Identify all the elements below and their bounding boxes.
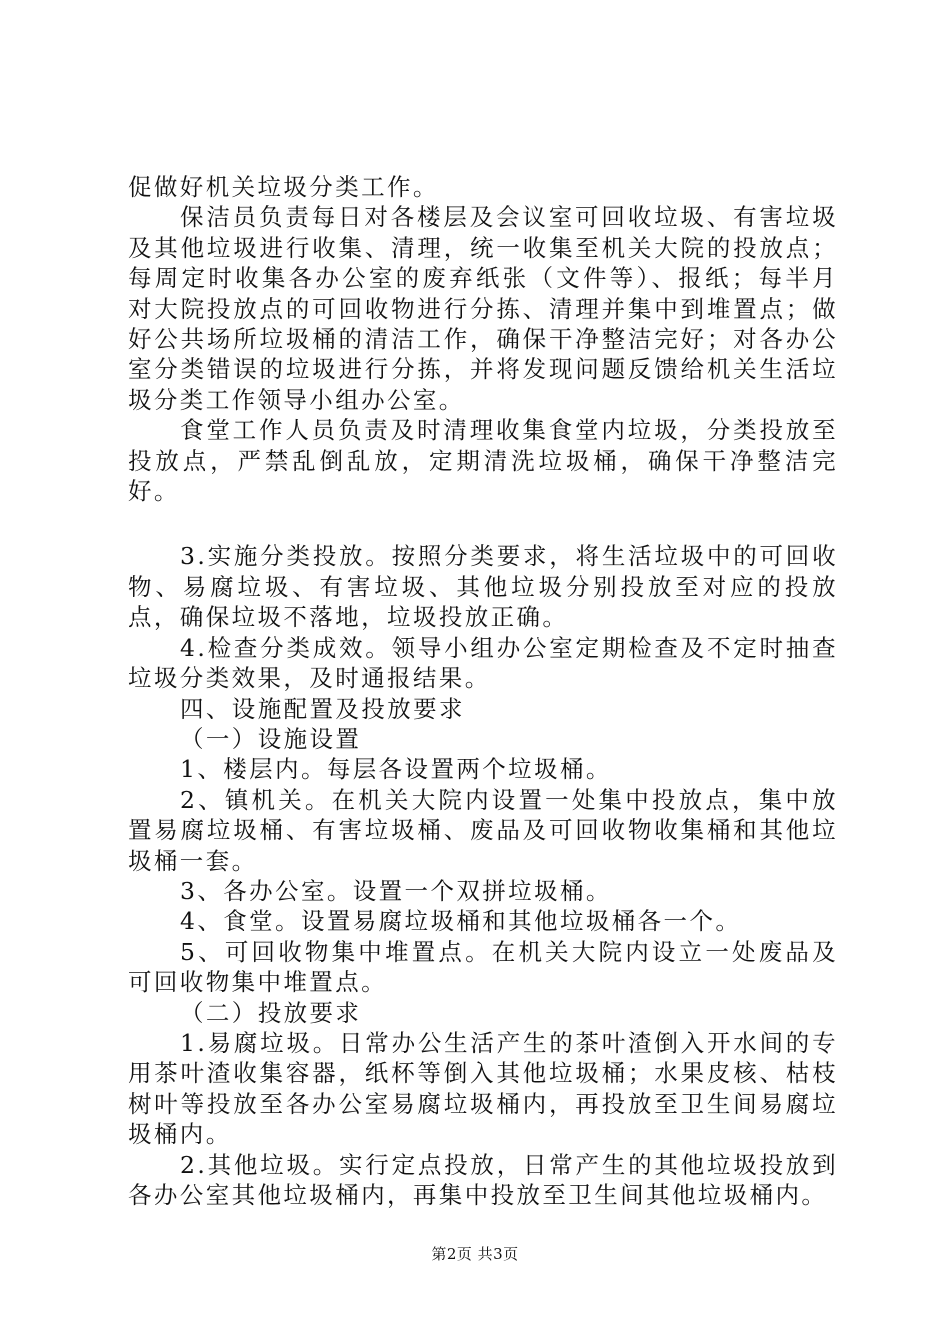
paragraph-cleaning-staff: 保洁员负责每日对各楼层及会议室可回收垃圾、有害垃圾及其他垃圾进行收集、清理，统一收集至机关大院的投放点；每周定时收集各办公室的废弃纸张（文件等）、报纸；每半月对大院投放点的可回收物进行分拣、清理并集中到堆置点；做好公共场所垃圾桶的清洁工作，确保干净整洁完好；对各办公室分类错误的垃圾进行分拣，并将发现问题反馈给机关生活垃圾分类工作领导小组办公室。: [128, 203, 838, 414]
subsection-heading-requirements: （二）投放要求: [180, 998, 362, 1027]
page-number-footer: 第2页 共3页: [431, 1245, 519, 1263]
paragraph-sorted-disposal: 3.实施分类投放。按照分类要求，将生活垃圾中的可回收物、易腐垃圾、有害垃圾、其他垃圾分别投放至对应的投放点，确保垃圾不落地，垃圾投放正确。: [128, 542, 838, 632]
document-body: [128, 172, 838, 1210]
paragraph-canteen-staff: 食堂工作人员负责及时清理收集食堂内垃圾，分类投放至投放点，严禁乱倒乱放，定期清洗垃圾桶，确保干净整洁完好。: [128, 416, 838, 506]
list-item-offices: 3、各办公室。设置一个双拼垃圾桶。: [180, 876, 612, 905]
list-item-perishable-waste: 1.易腐垃圾。日常办公生活产生的茶叶渣倒入开水间的专用茶叶渣收集容器，纸杯等倒入其他垃圾桶；水果皮核、枯枝树叶等投放至各办公室易腐垃圾桶内，再投放至卫生间易腐垃圾桶内。: [128, 1028, 838, 1149]
list-item-canteen: 4、食堂。设置易腐垃圾桶和其他垃圾桶各一个。: [180, 907, 742, 936]
subsection-heading-setup: （一）设施设置: [180, 724, 362, 753]
list-item-town-office: 2、镇机关。在机关大院内设置一处集中投放点，集中放置易腐垃圾桶、有害垃圾桶、废品及可回收物收集桶和其他垃圾桶一套。: [128, 785, 838, 875]
section-heading-facilities: 四、设施配置及投放要求: [180, 694, 465, 723]
list-item-floors: 1、楼层内。每层各设置两个垃圾桶。: [180, 755, 612, 784]
list-item-other-waste: 2.其他垃圾。实行定点投放，日常产生的其他垃圾投放到各办公室其他垃圾桶内，再集中投放至卫生间其他垃圾桶内。: [128, 1150, 838, 1209]
paragraph-continuation: 促做好机关垃圾分类工作。: [128, 173, 439, 201]
paragraph-inspection: 4.检查分类成效。领导小组办公室定期检查及不定时抽查垃圾分类效果，及时通报结果。: [128, 633, 838, 693]
list-item-recyclables-point: 5、可回收物集中堆置点。在机关大院内设立一处废品及可回收物集中堆置点。: [128, 937, 838, 997]
